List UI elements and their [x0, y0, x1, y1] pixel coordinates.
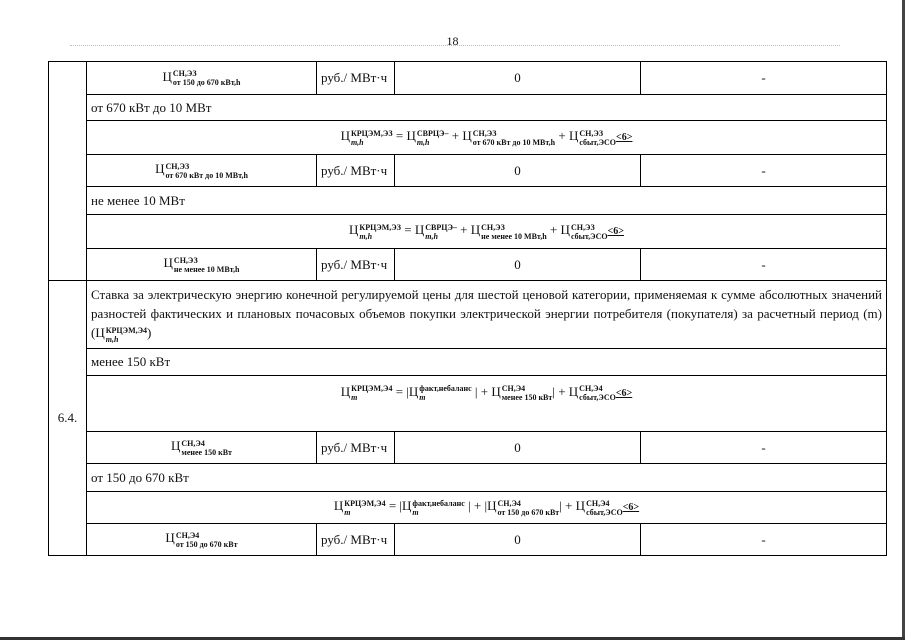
dash-cell: - — [641, 249, 887, 281]
formula-cell: Ц КРЦЭМ,Э4 m = |Ц факт,небаланс m | + Ц СН,Э4 менее 150 кВт | + Ц СН,Э4 сбыт,ЭСО <6> — [87, 376, 887, 432]
table-row — [49, 349, 887, 376]
symbol-cell: Ц СН,Э4 от 150 до 670 кВт — [87, 524, 317, 556]
table-row — [49, 249, 887, 281]
footnote-ref: <6> — [616, 132, 633, 144]
table-row — [49, 155, 887, 187]
footnote-ref: <6> — [607, 226, 624, 238]
table-row — [49, 187, 887, 215]
symbol-cell: Ц СН,ЭЗ не менее 10 МВт,h — [87, 249, 317, 281]
formula-cell: Ц КРЦЭМ,ЭЗ m,h = Ц СВРЦЭ– m,h + Ц СН,ЭЗ не менее 10 МВт,h + Ц СН,ЭЗ сбыт,ЭСО <6> — [87, 215, 887, 249]
unit-cell: руб./ МВт·ч — [317, 155, 395, 187]
symbol-cell: Ц СН,ЭЗ от 150 до 670 кВт,h — [87, 62, 317, 95]
dash-cell: - — [641, 62, 887, 95]
table-row — [49, 62, 887, 95]
tariff-table — [48, 61, 887, 556]
formula-cell: Ц КРЦЭМ,ЭЗ m,h = Ц СВРЦЭ– m,h + Ц СН,ЭЗ от 670 кВт до 10 МВт,h + Ц СН,ЭЗ сбыт,ЭСО <6> — [87, 121, 887, 155]
footnote-ref: <6> — [615, 388, 633, 399]
section-label: от 670 кВт до 10 МВт — [87, 95, 887, 121]
top-rule — [70, 45, 840, 46]
dash-cell: - — [641, 432, 887, 464]
value-cell: 0 — [395, 249, 641, 281]
unit-cell: руб./ МВт·ч — [317, 524, 395, 556]
table-row — [49, 95, 887, 121]
item-description: Ставка за электрическую энергию конечной регулируемой цены для шестой ценовой категории, применяемая к сумме абсолютных значений разностей фактических и плановых почасовых объемов покупки электрической энергии потребителя (покупателя) за расчетный период (m) (Ц КРЦЭМ,Э4 m,h ) — [87, 281, 887, 349]
dash-cell: - — [641, 524, 887, 556]
symbol-cell: Ц СН,ЭЗ от 670 кВт до 10 МВт,h — [87, 155, 317, 187]
formula-cell: Ц КРЦЭМ,Э4 m = |Ц факт,небаланс m | + |Ц СН,Э4 от 150 до 670 кВт | + Ц СН,Э4 сбыт,ЭСО <6> — [87, 492, 887, 524]
table-row — [49, 432, 887, 464]
table-row — [49, 281, 887, 349]
unit-cell: руб./ МВт·ч — [317, 62, 395, 95]
section-label: от 150 до 670 кВт — [87, 464, 887, 492]
page-number: 18 — [446, 34, 459, 48]
item-number-cell-empty — [49, 62, 87, 281]
unit-cell: руб./ МВт·ч — [317, 432, 395, 464]
table-row — [49, 464, 887, 492]
table-row — [49, 121, 887, 155]
dash-cell: - — [641, 155, 887, 187]
table-row — [49, 492, 887, 524]
item-number: 6.4. — [49, 281, 87, 556]
footnote-ref: <6> — [622, 502, 640, 514]
value-cell: 0 — [395, 155, 641, 187]
symbol-cell: Ц СН,Э4 менее 150 кВт — [87, 432, 317, 464]
section-label: не менее 10 МВт — [87, 187, 887, 215]
value-cell: 0 — [395, 62, 641, 95]
section-label: менее 150 кВт — [87, 349, 887, 376]
value-cell: 0 — [395, 432, 641, 464]
table-row — [49, 376, 887, 432]
table-row — [49, 524, 887, 556]
unit-cell: руб./ МВт·ч — [317, 249, 395, 281]
value-cell: 0 — [395, 524, 641, 556]
table-row — [49, 215, 887, 249]
